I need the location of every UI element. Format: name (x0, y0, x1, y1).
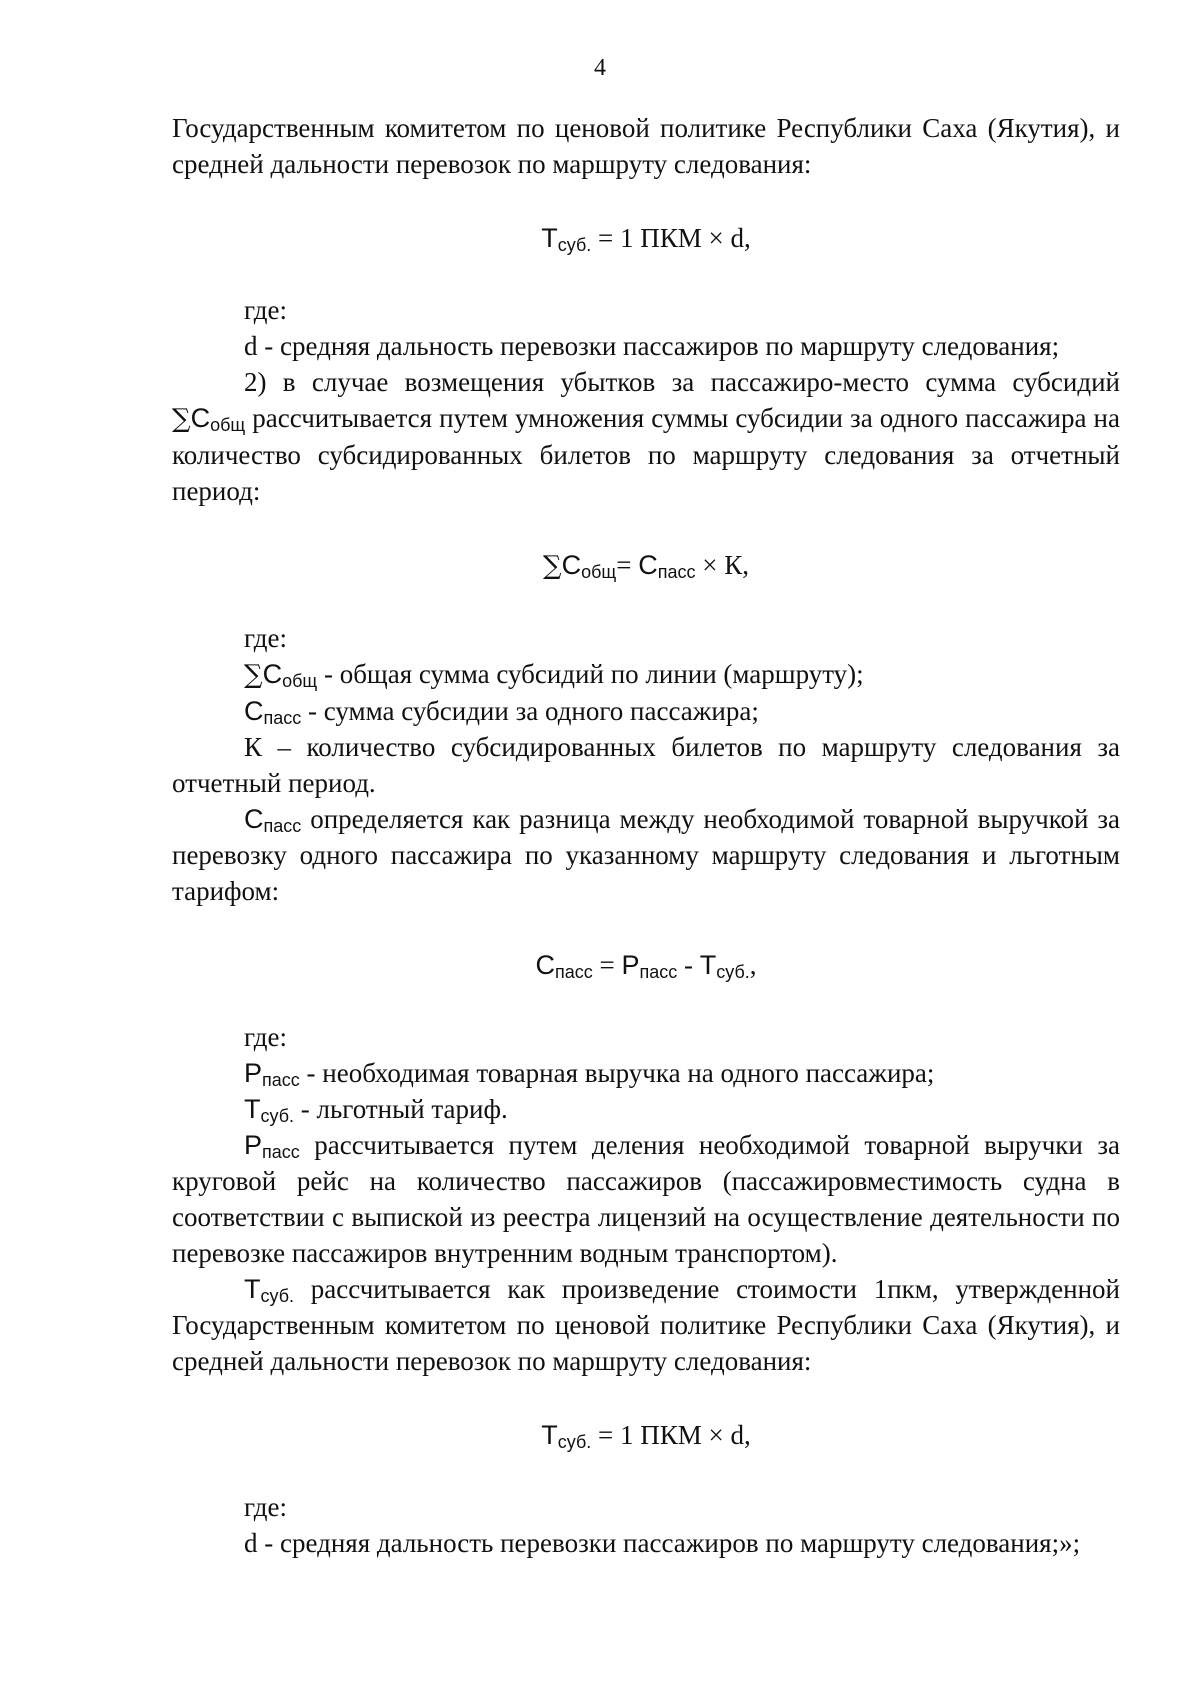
subscript: суб. (716, 962, 750, 982)
paragraph (172, 1019, 1120, 1055)
text-run: определяется как разница между необходимой товарной выручкой за перевозку одного пассажира по указанному маршруту следования и льготным тарифом: (172, 804, 1120, 906)
text-run: - необходимая товарная выручка на одного пассажира; (299, 1058, 935, 1088)
text-run: рассчитывается путем умножения суммы субсидии за одного пассажира на количество субсидированных билетов по маршруту следования за отчетный период: (172, 403, 1120, 506)
subscript: пасс (262, 1070, 300, 1090)
formula-variable: С (262, 659, 283, 689)
formula-variable: Т (244, 1094, 261, 1124)
text-run: × К, (695, 550, 749, 580)
formula-variable: Р (621, 950, 640, 980)
text-run: - льготный тариф. (294, 1094, 508, 1124)
subscript: общ (581, 562, 617, 582)
subscript: пасс (263, 708, 302, 728)
subscript: пасс (262, 1142, 300, 1162)
subscript: пасс (554, 962, 593, 982)
text-run: 2) в случае возмещения убытков за пассажиро-место сумма субсидий (244, 367, 1120, 397)
paragraph (172, 729, 1120, 801)
text-run: где: (244, 1492, 287, 1522)
formula (172, 547, 1120, 584)
text-run: d - средняя дальность перевозки пассажиров по маршруту следования; (244, 331, 1060, 361)
sum-symbol: ∑ (543, 551, 562, 581)
formula-variable: Р (244, 1130, 263, 1160)
paragraph (172, 1525, 1120, 1561)
formula-expression (541, 220, 750, 256)
text-run: - (677, 950, 700, 980)
formula-expression (535, 947, 756, 983)
subscript: суб. (260, 1106, 295, 1126)
formula (172, 220, 1120, 256)
formula-variable: С (190, 403, 211, 433)
formula (172, 947, 1120, 983)
paragraph (172, 620, 1120, 656)
paragraph (172, 1127, 1120, 1271)
page-number: 4 (594, 55, 606, 81)
formula-expression (543, 547, 749, 584)
text-run: = 1 ПКМ × d, (591, 1420, 751, 1450)
subscript: пасс (657, 562, 696, 582)
text-run: где: (244, 1022, 287, 1052)
paragraph (172, 328, 1120, 364)
formula-variable: Т (699, 950, 717, 980)
text-run: - сумма субсидии за одного пассажира; (301, 696, 759, 726)
formula-variable: Т (541, 223, 558, 253)
paragraph (172, 1055, 1120, 1091)
paragraph (172, 110, 1120, 182)
formula-variable: С (244, 804, 264, 834)
text-run: где: (244, 295, 287, 325)
subscript: пасс (263, 816, 302, 836)
subscript: общ (282, 671, 318, 691)
subscript: пасс (639, 962, 678, 982)
subscript: суб. (557, 1432, 592, 1452)
subscript: суб. (260, 1286, 295, 1306)
sum-symbol: ∑ (244, 660, 263, 690)
paragraph (172, 1091, 1120, 1127)
formula-variable: Т (244, 1274, 261, 1304)
formula-variable: Р (244, 1058, 263, 1088)
formula-expression (541, 1417, 750, 1453)
formula-variable: С (638, 550, 658, 580)
text-run: = (616, 550, 639, 580)
text-run: = 1 ПКМ × d, (591, 223, 751, 253)
formula-variable: С (561, 550, 582, 580)
text-run: Государственным комитетом по ценовой политике Республики Саха (Якутия), и средней дальности перевозок по маршруту следования: (172, 113, 1120, 179)
paragraph (172, 364, 1120, 509)
text-run: К – количество субсидированных билетов по маршруту следования за отчетный период. (172, 732, 1120, 798)
paragraph (172, 656, 1120, 693)
formula-variable: С (244, 696, 264, 726)
subscript: суб. (557, 235, 592, 255)
formula-variable: С (535, 950, 555, 980)
text-run: - общая сумма субсидий по линии (маршруту); (317, 659, 864, 689)
paragraph (172, 292, 1120, 328)
formula (172, 1417, 1120, 1453)
text-run: , (749, 950, 757, 980)
text-run: d - средняя дальность перевозки пассажиров по маршруту следования;»; (244, 1528, 1081, 1558)
formula-variable: Т (541, 1420, 558, 1450)
text-run: где: (244, 623, 287, 653)
paragraph (172, 1271, 1120, 1379)
paragraph (172, 801, 1120, 909)
text-run: = (592, 950, 622, 980)
sum-symbol: ∑ (172, 404, 191, 434)
document-body (172, 110, 1120, 1561)
paragraph (172, 1489, 1120, 1525)
text-run: рассчитывается путем деления необходимой товарной выручки за круговой рейс на количество пассажиров (пассажировместимость судна в соответствии с выпиской из реестра лицензий на осуществление деятельности по перевозке пассажиров внутренним водным транспортом). (172, 1130, 1120, 1268)
paragraph (172, 693, 1120, 729)
subscript: общ (210, 415, 246, 435)
text-run: рассчитывается как произведение стоимости 1пкм, утвержденной Государственным комитетом по ценовой политике Республики Саха (Якутия), и средней дальности перевозок по маршруту следования: (172, 1274, 1120, 1376)
